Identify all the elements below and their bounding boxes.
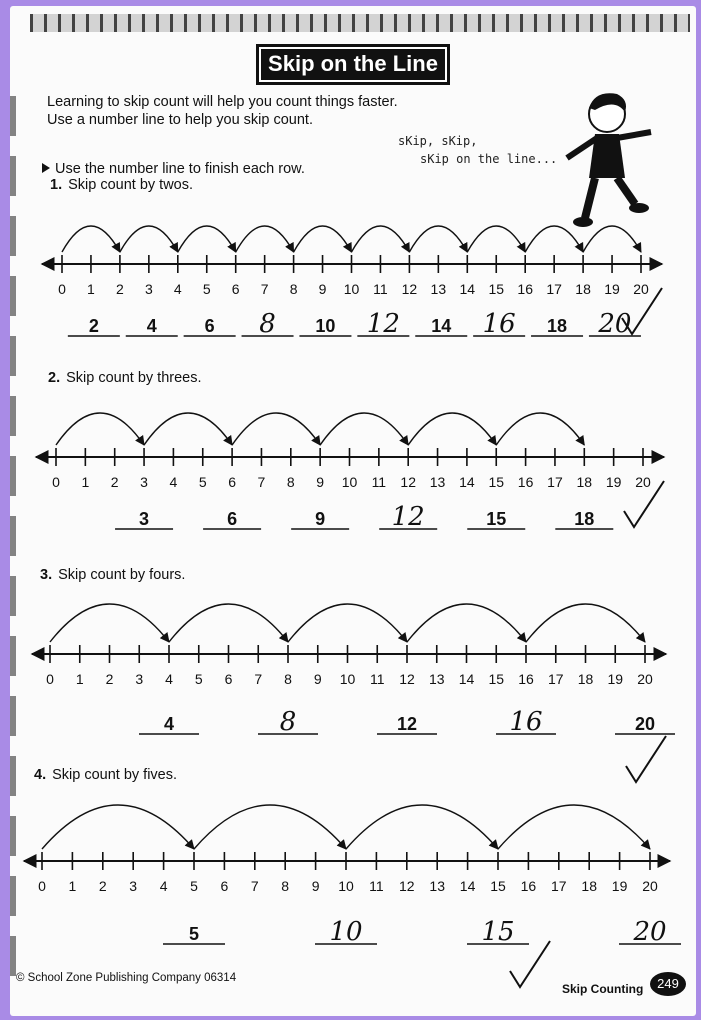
tick-label: 17 [547,474,563,490]
answer-value: 18 [547,316,568,336]
answer-value: 20 [598,309,632,339]
tick-label: 4 [169,474,178,490]
tick-label: 11 [369,878,384,894]
tick-label: 8 [289,281,298,297]
intro-line-2: Use a number line to help you skip count. [47,112,313,128]
tick-label: 6 [224,671,233,687]
answer-value: 20 [633,917,667,947]
section-title: Skip count by fives. [52,767,178,783]
tick-label: 5 [202,281,211,297]
answer-value: 10 [329,917,363,947]
number-lines [10,6,696,1016]
answer-value: 15 [481,917,515,947]
song-line-1: sKip, sKip, [398,134,478,148]
tick-label: 17 [551,878,567,894]
instruction-text: Use the number line to finish each row. [55,161,305,177]
tick-label: 19 [605,474,622,490]
tick-label: 6 [231,281,240,297]
tick-label: 0 [46,671,54,687]
skip-arc [525,226,583,252]
answer-value: 2 [88,316,99,336]
tick-label: 20 [637,671,653,687]
answer-value: 12 [391,502,425,532]
skip-arc [169,604,288,642]
tick-label: 11 [371,474,387,490]
tick-label: 18 [576,474,593,490]
tick-label: 9 [311,878,320,894]
tick-label: 14 [459,474,475,490]
tick-label: 7 [254,671,263,687]
answer-value: 16 [482,309,516,339]
tick-label: 13 [430,281,447,297]
tick-label: 0 [52,474,60,490]
section-number: 2. [48,370,61,386]
skip-arc [320,413,408,445]
skip-arc [526,604,645,642]
tick-label: 2 [98,878,107,894]
tick-label: 7 [257,474,266,490]
tick-label: 10 [339,671,356,687]
tick-label: 9 [316,474,325,490]
answer-value: 6 [204,316,215,336]
skip-arc [56,413,144,445]
tick-label: 13 [429,878,445,894]
tick-label: 13 [428,671,445,687]
tick-label: 12 [400,474,416,490]
tick-label: 15 [488,474,505,490]
tick-label: 13 [429,474,446,490]
tick-label: 14 [458,671,475,687]
tick-label: 17 [547,671,564,687]
skip-arc [498,805,650,849]
footer-topic: Skip Counting [562,982,644,996]
tick-label: 3 [140,474,148,490]
tick-label: 5 [194,671,203,687]
skip-arc [62,226,120,252]
tick-label: 7 [260,281,269,297]
worksheet-page [10,6,696,1016]
answer-value: 8 [279,707,297,737]
tick-label: 8 [284,671,292,687]
tick-label: 17 [546,281,562,297]
answer-value: 3 [139,509,150,529]
skip-arc [583,226,641,252]
tick-label: 20 [642,878,658,894]
answer-value: 10 [315,316,336,336]
skip-arc [194,805,346,849]
answer-value: 4 [163,714,175,734]
section-number: 3. [40,567,53,583]
tick-label: 19 [611,878,628,894]
tick-label: 16 [520,878,537,894]
tick-label: 0 [58,281,66,297]
skip-arc [294,226,352,252]
tick-label: 7 [250,878,259,894]
page-number: 249 [650,972,686,996]
answer-value: 9 [315,509,326,529]
tick-label: 18 [581,878,597,894]
tick-label: 6 [228,474,236,490]
answer-value: 14 [431,316,452,336]
answer-value: 8 [259,309,276,339]
skip-arc [50,604,169,642]
tick-label: 4 [173,281,182,297]
tick-label: 10 [338,878,354,894]
answer-value: 6 [227,509,238,529]
tick-label: 18 [577,671,594,687]
skip-arc [144,413,232,445]
skip-arc [496,413,584,445]
tick-label: 4 [165,671,173,687]
tick-label: 11 [369,671,385,687]
tick-label: 10 [343,281,360,297]
tick-label: 9 [318,281,327,297]
section-title: Skip count by threes. [66,370,202,386]
song-line-2: sKip on the line... [420,152,558,166]
tick-label: 12 [399,671,415,687]
tick-label: 1 [81,474,90,490]
skip-arc [232,413,320,445]
tick-label: 1 [87,281,95,297]
tick-label: 8 [286,474,295,490]
skip-arc [352,226,410,252]
tick-label: 11 [373,281,388,297]
skip-arc [178,226,236,252]
tick-label: 2 [110,474,119,490]
skip-arc [408,413,496,445]
tick-label: 12 [399,878,415,894]
answer-value: 4 [146,316,157,336]
tick-label: 18 [575,281,591,297]
tick-label: 15 [488,671,505,687]
tick-label: 15 [488,281,505,297]
answer-value: 12 [366,309,400,339]
tick-label: 2 [116,281,124,297]
tick-label: 0 [38,878,46,894]
tick-label: 16 [517,281,533,297]
tick-label: 4 [159,878,168,894]
tick-label: 2 [105,671,114,687]
tick-label: 5 [198,474,207,490]
tick-label: 10 [341,474,358,490]
skip-arc [346,805,498,849]
answer-value: 12 [396,714,418,734]
tick-label: 19 [607,671,624,687]
skip-arc [467,226,525,252]
answer-value: 5 [188,924,200,944]
tick-label: 15 [490,878,506,894]
tick-label: 19 [604,281,620,297]
tick-label: 12 [401,281,418,297]
answer-value: 16 [509,707,543,737]
answer-value: 15 [486,509,507,529]
tick-label: 16 [517,474,534,490]
tick-label: 3 [135,671,144,687]
tick-label: 9 [313,671,322,687]
section-title: Skip count by fours. [58,567,186,583]
tick-label: 3 [144,281,153,297]
page-title: Skip on the Line [256,44,450,85]
tick-label: 20 [633,281,649,297]
tick-label: 1 [75,671,84,687]
answer-value: 20 [634,714,656,734]
skip-arc [409,226,467,252]
tick-label: 8 [281,878,290,894]
skip-arc [288,604,407,642]
tick-label: 6 [220,878,229,894]
tick-label: 5 [190,878,198,894]
check-mark-icon [510,941,550,987]
tick-label: 14 [459,878,476,894]
copyright: © School Zone Publishing Company 06314 [16,972,237,984]
skip-arc [42,805,194,849]
section-title: Skip count by twos. [68,177,194,193]
skip-arc [236,226,294,252]
tick-label: 16 [518,671,534,687]
skip-arc [407,604,526,642]
tick-label: 20 [635,474,651,490]
check-mark-icon [626,736,666,782]
skip-arc [120,226,178,252]
answer-value: 18 [574,509,595,529]
section-number: 1. [50,177,63,193]
tick-label: 1 [68,878,77,894]
tick-label: 3 [129,878,138,894]
tick-label: 14 [459,281,476,297]
section-number: 4. [34,767,47,783]
intro-line-1: Learning to skip count will help you count things faster. [47,94,398,110]
